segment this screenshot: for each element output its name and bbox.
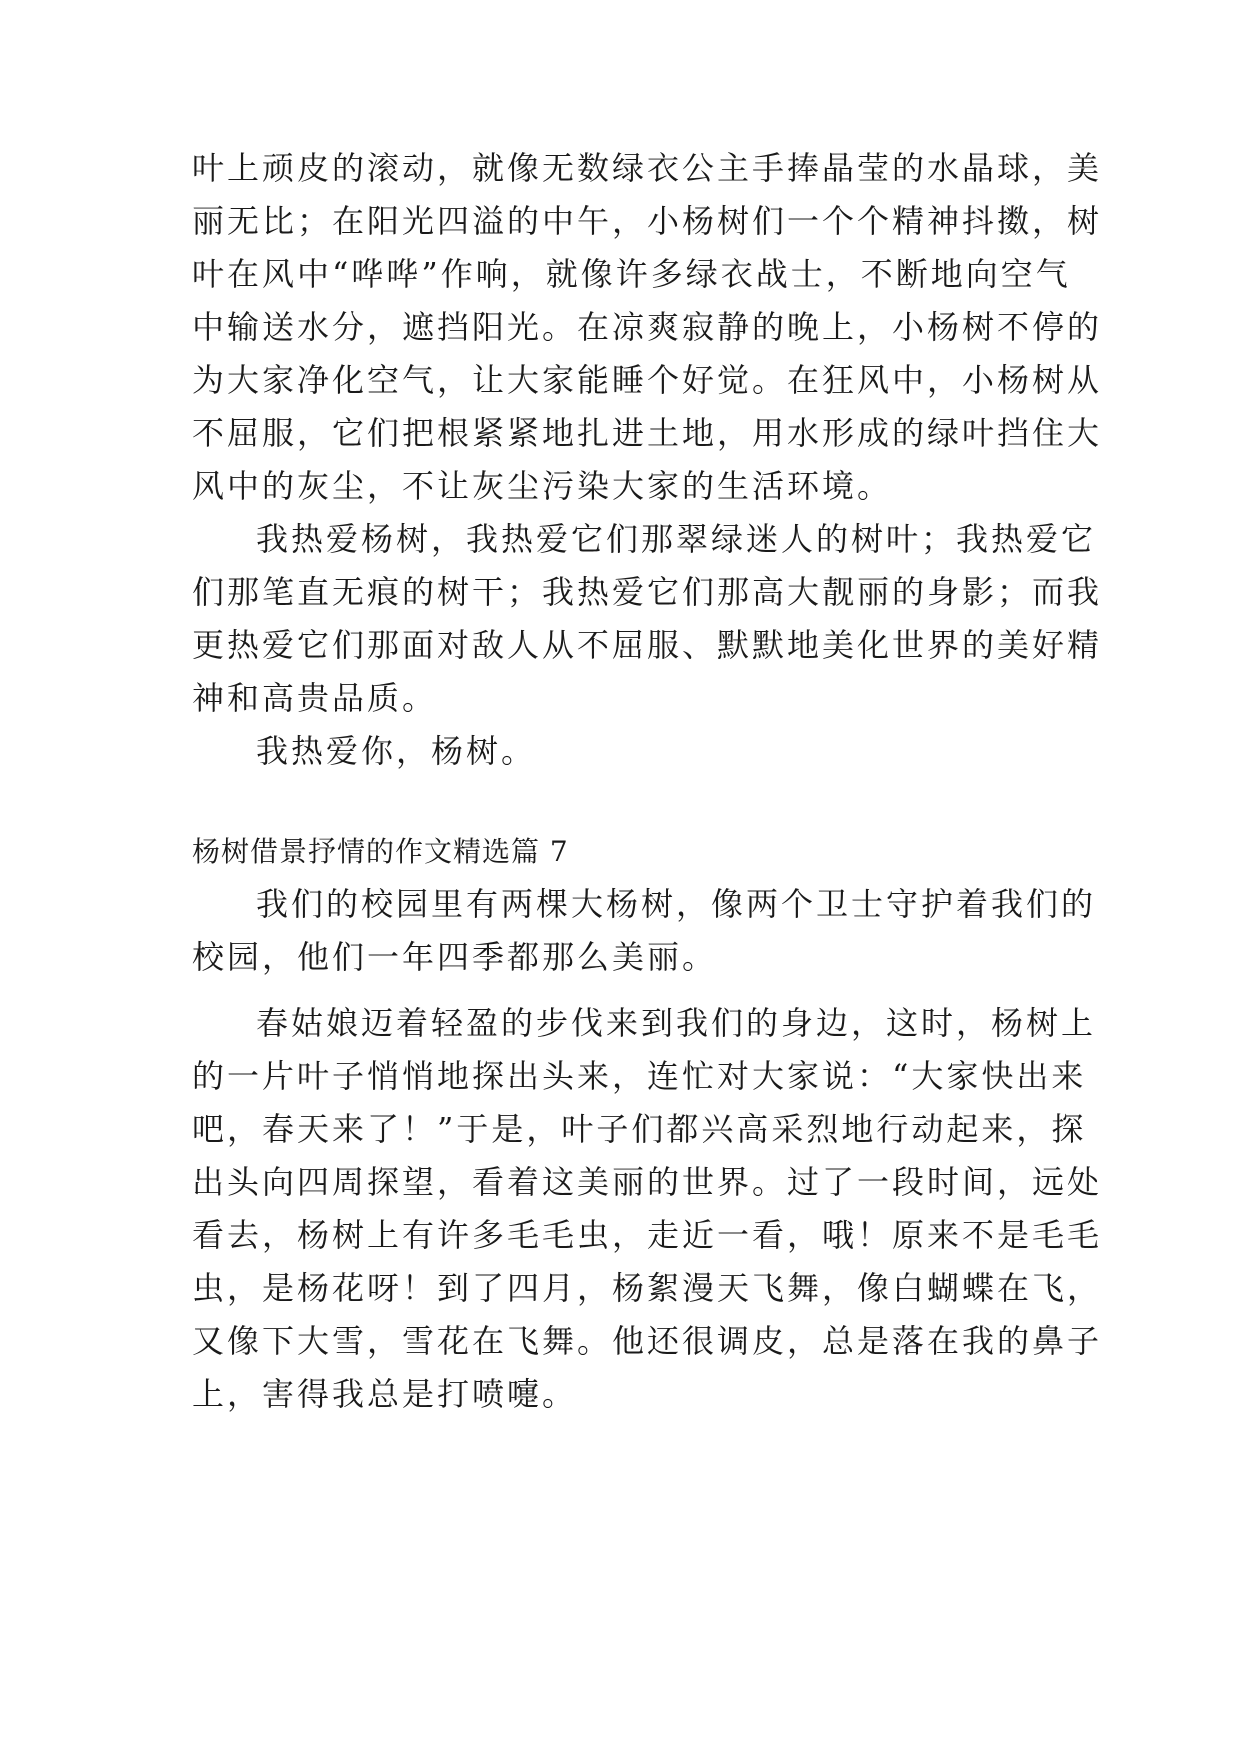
text-line: 虫，是杨花呀！到了四月，杨絮漫天飞舞，像白蝴蝶在飞， xyxy=(192,1269,1103,1307)
text-line: 春姑娘迈着轻盈的步伐来到我们的身边，这时，杨树上 xyxy=(256,1004,1097,1042)
text-line: 风中的灰尘，不让灰尘污染大家的生活环境。 xyxy=(192,467,893,505)
text-line: 叶上顽皮的滚动，就像无数绿衣公主手捧晶莹的水晶球，美 xyxy=(192,149,1103,187)
text-line: 不屈服，它们把根紧紧地扎进土地，用水形成的绿叶挡住大 xyxy=(192,414,1103,452)
text-line: 为大家净化空气，让大家能睡个好觉。在狂风中，小杨树从 xyxy=(192,361,1103,399)
text-line: 更热爱它们那面对敌人从不屈服、默默地美化世界的美好精 xyxy=(192,626,1103,664)
section-heading: 杨树借景抒情的作文精选篇 7 xyxy=(192,835,569,868)
text-line: 我们的校园里有两棵大杨树，像两个卫士守护着我们的 xyxy=(256,885,1097,923)
text-line: 神和高贵品质。 xyxy=(192,679,438,717)
text-line: 我热爱你，杨树。 xyxy=(256,732,537,770)
text-line: 又像下大雪，雪花在飞舞。他还很调皮，总是落在我的鼻子 xyxy=(192,1322,1103,1360)
text-line: 叶在风中“哗哗”作响，就像许多绿衣战士，不断地向空气 xyxy=(192,255,1071,293)
text-line: 我热爱杨树，我热爱它们那翠绿迷人的树叶；我热爱它 xyxy=(256,520,1097,558)
text-line: 丽无比；在阳光四溢的中午，小杨树们一个个精神抖擞，树 xyxy=(192,202,1103,240)
text-line: 中输送水分，遮挡阳光。在凉爽寂静的晚上，小杨树不停的 xyxy=(192,308,1103,346)
text-line: 的一片叶子悄悄地探出头来，连忙对大家说：“大家快出来 xyxy=(192,1057,1087,1095)
text-line: 看去，杨树上有许多毛毛虫，走近一看，哦！原来不是毛毛 xyxy=(192,1216,1103,1254)
text-line: 吧，春天来了！”于是，叶子们都兴高采烈地行动起来，探 xyxy=(192,1110,1087,1148)
text-line: 上，害得我总是打喷嚏。 xyxy=(192,1375,578,1413)
text-line: 们那笔直无痕的树干；我热爱它们那高大靓丽的身影；而我 xyxy=(192,573,1103,611)
text-line: 校园，他们一年四季都那么美丽。 xyxy=(192,938,718,976)
text-line: 出头向四周探望，看着这美丽的世界。过了一段时间，远处 xyxy=(192,1163,1103,1201)
